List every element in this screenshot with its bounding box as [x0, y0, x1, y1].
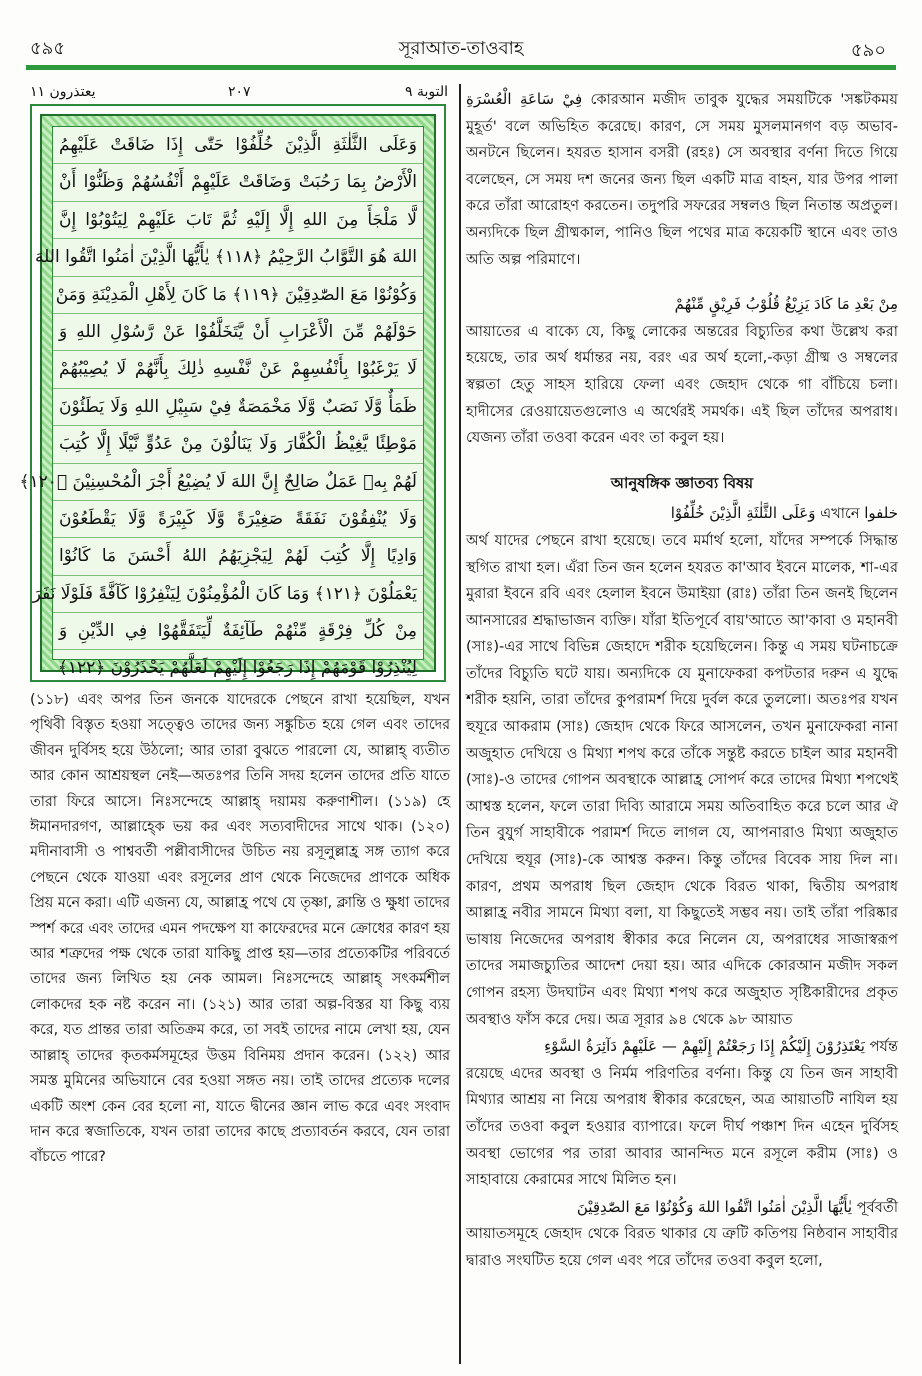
mushaf-page-number: ٢٠٧	[228, 84, 251, 100]
paragraph-text: অর্থ যাদের পেছনে রাখা হয়েছে। তবে মর্মার্থ হলো, যাঁদের সম্পর্কে সিদ্ধান্ত স্থগিত রাখা হল। এঁরা তিন জন হলেন হযরত কা'আব ইবনে মালেক, শা-এর মুরারা ইবনে রবি এবং হেলাল ইবনে উমাইয়া (রাঃ) তাঁরা তিন জনই ছিলেন আনসারের শ্রদ্ধাভাজন ব্যক্তি। যাঁরা ইতিপূর্বে বায়'আতে আ'কাবা ও মহানবী (সাঃ)-এর সাথে বিভিন্ন জেহাদে শরীক হয়েছিলেন। কিন্তু এ সময় ঘটনাচক্রে তাঁদের বিচ্যুতি ঘটে যায়। অন্যদিকে যে মুনাফেকরা কপটতার দরুন এ যুদ্ধে শরীক হয়নি, তারা তাঁদের কুপরামর্শ দিয়ে দুর্বল করে তুললো। অতঃপর যখন হুযূরে আকরাম (সাঃ) জেহাদ থেকে ফিরে আসলেন, তখন মুনাফেকরা নানা অজুহাত দেখিয়ে ও মিথ্যা শপথ করে তাঁকে সন্তুষ্ট করতে চাইল আর মহানবী (সাঃ)-ও তাদের গোপন অবস্থাকে আল্লাহ্র সোপর্দ করে তাদের মিথ্যা শপথেই আশ্বস্ত হলেন, ফলে তারা দিব্যি আরামে সময় অতিবাহিত করে চলে আর ঐ তিন বুযুর্গ সাহাবীকে পরামর্শ দিতে লাগল যে, আপনারাও মিথ্যা অজুহাত দেখিয়ে হুযূর (সাঃ)-কে আশ্বস্ত করুন। কিন্তু তাঁদের বিবেক সায় দিল না। কারণ, প্রথম অপরাধ ছিল জেহাদ থেকে বিরত থাকা, দ্বিতীয় অপরাধ আল্লাহ্র নবীর সামনে মিথ্যা বলা, যা কিছুতেই সম্ভব নয়। তাই তাঁরা পরিষ্কার ভাষায় নিজেদের অপরাধ স্বীকার করে নিলেন যে, অপরাধের সাজাস্বরূপ তাদের সমাজচ্যুতির আদেশ দেয়া হয়। আর এদিকে কোরআন মজীদ সকল গোপন রহস্য উদঘাটন এবং মিথ্যা শপথ করে অজুহাত সৃষ্টিকারীদের প্রকৃত অবস্থাও ফাঁস করে দেয়। অত্র সূরার ৯৪ থেকে ৯৮ আয়াত	[466, 531, 898, 1028]
verse-line: لَهُمْ بِهٖ عَمَلٌ صَالِحٌ إِنَّ اللهَ لَا يُضِيْعُ أَجْرَ الْمُحْسِنِيْنَ ﴿١٢٠﴾	[53, 464, 423, 501]
commentary-paragraph	[466, 1033, 898, 1061]
arabic-quote: يٰأَيُّهَا الَّذِيْنَ اٰمَنُوا اتَّقُوا اللهَ وَكُوْنُوْا مَعَ الصّٰدِقِيْنَ	[576, 1197, 853, 1216]
translation-text: (১১৮) এবং অপর তিন জনকে যাদেরকে পেছনে রাখা হয়েছিল, যখন পৃথিবী বিস্তৃত হওয়া সত্ত্বেও তাদের জন্য সঙ্কুচিত হয়ে গেল এবং তাদের জীবন দুর্বিসহ হয়ে উঠলো; আর তারা বুঝতে পারলো যে, আল্লাহ্ ব্যতীত আর কোন আশ্রয়স্থল নেই—অতঃপর তিনি সদয় হলেন তাদের প্রতি যাতে তারা ফিরে আসে। নিঃসন্দেহে আল্লাহ্ দয়াময় করুণাশীল। (১১৯) হে ঈমানদারগণ, আল্লাহ্কে ভয় কর এবং সত্যবাদীদের সাথে থাক। (১২০) মদীনাবাসী ও পাশ্ববর্তী পল্লীবাসীদের উচিত নয় রসূলুল্লাহ্র সঙ্গ ত্যাগ করে পেছনে থেকে যাওয়া এবং রসূলের প্রাণ থেকে নিজেদের প্রাণকে অধিক প্রিয় মনে করা। এটি এজন্য যে, আল্লাহ্র পথে যে তৃষ্ণা, ক্লান্তি ও ক্ষুধা তাদের স্পর্শ করে এবং তাদের এমন পদক্ষেপ যা কাফেরদের মনে ক্রোধের কারণ হয় আর শত্রুদের পক্ষ থেকে তারা যাকিছু প্রাপ্ত হয়—তার প্রত্যেকটির পরিবর্তে তাদের জন্য লিখিত হয় নেক আমল। নিঃসন্দেহে আল্লাহ্ সৎকর্মশীল লোকদের হক নষ্ট করেন না। (১২১) আর তারা অল্প-বিস্তর যা কিছু ব্যয় করে, যত প্রান্তর তারা অতিক্রম করে, তা সবই তাদের নামে লেখা হয়, যেন আল্লাহ্ তাদের কৃতকর্মসমূহের উত্তম বিনিময় প্রদান করেন। (১২২) আর সমস্ত মুমিনের অভিযানে বের হওয়া সঙ্গত নয়। তাই তাদের প্রত্যেক দলের একটি অংশ কেন বের হলো না, যাতে দ্বীনের জ্ঞান লাভ করে এবং সংবাদ দান করে স্বজাতিকে, যখন তারা তাদের কাছে প্রত্যাবর্তন করবে, যেন তারা বাঁচতে পারে?	[30, 692, 450, 1166]
surah-label: التوبة ٩	[405, 84, 448, 100]
verse-line: ظَمَأٌ وَّلَا نَصَبٌ وَّلَا مَخْمَصَةٌ فِيْ سَبِيْلِ اللهِ وَلَا يَطَئُوْنَ	[53, 389, 423, 426]
spacer	[466, 273, 898, 291]
juz-label: يعتذرون ١١	[30, 84, 96, 100]
verse-line: وَلَا يُنْفِقُوْنَ نَفَقَةً صَغِيْرَةً وَّلَا كَبِيْرَةً وَّلَا يَقْطَعُوْنَ	[53, 501, 423, 538]
page-number-left: ৫৯৫	[30, 38, 66, 59]
commentary-paragraph	[466, 528, 898, 1033]
commentary-column	[466, 86, 898, 1275]
arabic-quote: يَعْتَذِرُوْنَ إِلَيْكُمْ إِذَا رَجَعْتُمْ إِلَيْهِمْ — عَلَيْهِمْ دَآئِرَةُ السَّوْءِ	[544, 1037, 865, 1056]
verse-line: الْأَرْضُ بِمَا رَحُبَتْ وَضَاقَتْ عَلَيْهِمْ أَنْفُسُهُمْ وَظَنُّوْا أَنْ	[53, 164, 423, 201]
page-number-right: ৫৯০	[850, 40, 886, 61]
arabic-quote: مِنْ بَعْدِ مَا كَادَ يَزِيْغُ قُلُوْبُ فَرِيْقٍ مِّنْهُمْ	[674, 295, 898, 314]
verse-line: وَكُوْنُوْا مَعَ الصّٰدِقِيْنَ ﴿١١٩﴾ مَا كَانَ لِأَهْلِ الْمَدِيْنَةِ وَمَنْ	[53, 277, 423, 314]
tail-word: পর্যন্ত	[869, 1038, 898, 1056]
tail-word: পূর্ববর্তী	[856, 1198, 898, 1216]
commentary-paragraph	[466, 500, 898, 528]
verse-line: مِنْ كُلِّ فِرْقَةٍ مِّنْهُمْ طَآئِفَةٌ لِّيَتَفَقَّهُوْا فِي الدِّيْنِ وَ	[53, 613, 423, 650]
verse-line: اللهَ هُوَ التَّوَّابُ الرَّحِيْمُ ﴿١١٨﴾ يٰأَيُّهَا الَّذِيْنَ اٰمَنُوا اتَّقُوا اللهَ	[53, 239, 423, 276]
running-title: সূরাআত-তাওবাহ	[398, 38, 524, 59]
section-heading: আনুষঙ্গিক জ্ঞাতব্য বিষয়	[610, 473, 754, 492]
verse-line: يَعْمَلُوْنَ ﴿١٢١﴾ وَمَا كَانَ الْمُؤْمِنُوْنَ لِيَنْفِرُوْا كَآفَّةً فَلَوْلَا نَفَرَ	[53, 576, 423, 613]
arabic-word: خلفوا	[864, 504, 898, 523]
commentary-paragraph	[466, 291, 898, 319]
verse-line: لَا يَرْغَبُوْا بِأَنْفُسِهِمْ عَنْ نَّفْسِهِ ذٰلِكَ بِأَنَّهُمْ لَا يُصِيْبُهُمْ	[53, 351, 423, 388]
arabic-quote: وَعَلَى الثَّلٰثَةِ الَّذِيْنَ خُلِّفُوْا	[670, 504, 816, 523]
paragraph-text: আয়াতের এ বাক্যে যে, কিছু লোকের অন্তরের বিচ্যুতির কথা উল্লেখ করা হয়েছে, তার অর্থ ধর্মান্তর নয়, বরং এর অর্থ হলো,-কড়া গ্রীষ্ম ও সম্বলের স্বল্পতা হেতু সাহস হারিয়ে ফেলা এবং জেহাদ থেকে গা বাঁচিয়ে চলা। হাদীসের রেওয়ায়েতগুলোও এ অর্থেরই সমর্থক। এই ছিল তাঁদের অপরাধ। যেজন্য তাঁরা তওবা করেন এবং তা কবুল হয়।	[466, 322, 899, 447]
commentary-paragraph	[466, 319, 898, 452]
verse-line: حَوْلَهُمْ مِّنَ الْأَعْرَابِ أَنْ يَّتَخَلَّفُوْا عَنْ رَّسُوْلِ اللهِ وَ	[53, 314, 423, 351]
verse-block	[19, 126, 424, 679]
commentary-paragraph	[466, 1194, 898, 1222]
page-header	[0, 0, 922, 70]
frame-border	[19, 114, 436, 679]
header-rule	[26, 65, 896, 70]
commentary-paragraph	[466, 1061, 898, 1194]
commentary-paragraph	[466, 86, 898, 273]
verse-line: لِيُنْذِرُوْا قَوْمَهُمْ إِذَا رَجَعُوْا إِلَيْهِمْ لَعَلَّهُمْ يَحْذَرُوْنَ ﴿١٢٢﴾	[57, 658, 417, 679]
verse-line: وَعَلَى الثَّلٰثَةِ الَّذِيْنَ خُلِّفُوْا حَتّٰى إِذَا ضَاقَتْ عَلَيْهِمُ	[53, 127, 423, 164]
quran-frame	[19, 104, 446, 682]
paragraph-text: আয়াতসমূহে জেহাদ থেকে বিরত থাকার যে ত্রুটি কতিপয় নিষ্ঠবান সাহাবীর দ্বারাও সংঘটিত হয়ে গেল এবং পরে তাঁদের তওবা কবুল হলো,	[466, 1225, 898, 1269]
column-divider	[459, 84, 461, 1364]
verse-line: لَّا مَلْجَأَ مِنَ اللهِ إِلَّا إِلَيْهِ ثُمَّ تَابَ عَلَيْهِمْ لِيَتُوْبُوْا إِنَّ	[53, 202, 423, 239]
paragraph-text: কোরআন মজীদ তাবুক যুদ্ধের সময়টিকে 'সঙ্কটকময় মুহূর্ত' বলে অভিহিত করেছে। কারণ, সে সময় মুসলমানগণ বড় অভাব-অনটনে ছিলেন। হযরত হাসান বসরী (রহঃ) সে অবস্থার বর্ণনা দিতে গিয়ে বলেছেন, সে সময় দশ জনের জন্য ছিল একটি মাত্র বাহন, যার উপর পালা করে তাঁরা আরোহণ করতেন। তদুপরি সফরের সম্বলও ছিল নিতান্ত অপ্রতুল। অন্যদিকে ছিল গ্রীষ্মকাল, পানিও ছিল পথের মাত্র কয়েকটি স্থানে এবং তাও অতি অল্প পরিমাণে।	[466, 91, 898, 268]
verse-line: مَوْطِئًا يَّغِيْظُ الْكُفَّارَ وَلَا يَنَالُوْنَ مِنْ عَدُوٍّ نَّيْلًا إِلَّا كُتِبَ	[53, 426, 423, 463]
verse-line: وَادِيًا إِلَّا كُتِبَ لَهُمْ لِيَجْزِيَهُمُ اللهُ أَحْسَنَ مَا كَانُوْا	[53, 538, 423, 575]
paragraph-text: রয়েছে এদের অবস্থা ও নির্মম পরিণতির বর্ণনা। কিন্তু যে তিন জন সাহাবী মিথ্যার আশ্রয় না নিয়ে অপরাধ স্বীকার করেছেন, অত্র আয়াতটি নাযিল হয় তাঁদের তওবা কবুল হওয়ার ব্যাপারে। ফলে দীর্ঘ পঞ্চাশ দিন এহেন দুর্বিসহ অবস্থা ভোগের পর তারা আবার আনন্দিত মনে রসূলে করীম (সাঃ) ও সাহাবায়ে কেরামের সাথে মিলিত হন।	[466, 1064, 898, 1189]
commentary-paragraph	[466, 1221, 898, 1274]
lead-word: এখানে	[820, 505, 860, 523]
arabic-quote: فِيْ سَاعَةِ الْعُسْرَةِ	[466, 90, 583, 108]
